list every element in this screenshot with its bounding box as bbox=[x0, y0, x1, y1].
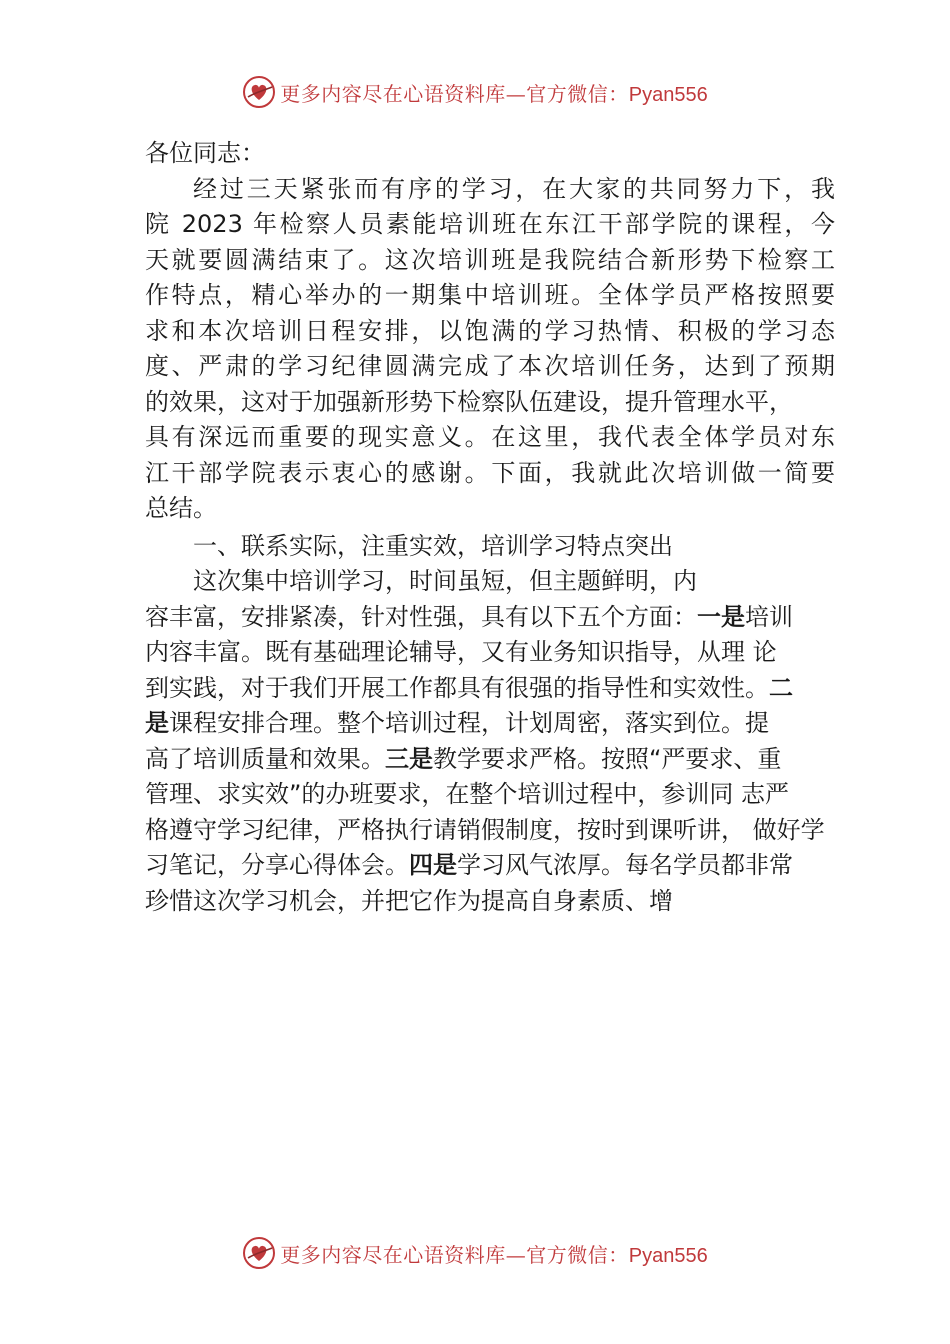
paragraph-line: 高了培训质量和效果。三是教学要求严格。按照“严要求、重 bbox=[145, 744, 782, 773]
paragraph-line: 的效果，这对于加强新形势下检察队伍建设，提升管理水平， bbox=[145, 387, 793, 416]
watermark-text: 更多内容尽在心语资料库—官方微信：Pyan556 bbox=[280, 1242, 708, 1267]
footer-watermark bbox=[0, 1233, 950, 1273]
salutation: 各位同志： bbox=[145, 139, 265, 167]
paragraph-line: 珍惜这次学习机会，并把它作为提高自身素质、增 bbox=[145, 886, 673, 915]
paragraph-line: 到实践，对于我们开展工作都具有很强的指导性和实效性。二 bbox=[145, 673, 793, 702]
paragraph-line: 是课程安排合理。整个培训过程，计划周密，落实到位。提 bbox=[145, 709, 769, 737]
paragraph-line: 总结。 bbox=[145, 494, 217, 522]
paragraph-line: 这次集中培训学习，时间虽短，但主题鲜明，内 bbox=[193, 567, 697, 595]
paragraph-line: 度、严肃的学习纪律圆满完成了本次培训任务，达到了预期 bbox=[145, 352, 835, 380]
paragraph-line: 管理、求实效”的办班要求，在整个培训过程中，参训同 志严 bbox=[145, 780, 790, 808]
paragraph-line: 江干部学院表示衷心的感谢。下面，我就此次培训做一简要 bbox=[145, 458, 835, 487]
paragraph-line: 经过三天紧张而有序的学习，在大家的共同努力下，我 bbox=[193, 174, 835, 203]
emphasis-two-part: 二 bbox=[769, 673, 793, 702]
document-body bbox=[145, 136, 835, 919]
watermark-text: 更多内容尽在心语资料库—官方微信：Pyan556 bbox=[280, 81, 708, 106]
red-heart-logo-icon bbox=[242, 75, 276, 109]
emphasis-four: 四是 bbox=[409, 851, 457, 879]
emphasis-two-part: 是 bbox=[145, 709, 169, 737]
paragraph-line: 作特点，精心举办的一期集中培训班。全体学员严格按照要 bbox=[145, 281, 835, 309]
section-heading: 一、联系实际，注重实效，培训学习特点突出 bbox=[193, 531, 673, 560]
emphasis-three: 三是 bbox=[385, 744, 433, 773]
paragraph-line: 格遵守学习纪律，严格执行请销假制度，按时到课听讲， 做好学 bbox=[145, 815, 825, 844]
red-heart-logo-icon bbox=[242, 1236, 276, 1270]
paragraph-line: 习笔记，分享心得体会。四是学习风气浓厚。每名学员都非常 bbox=[145, 851, 793, 879]
paragraph-line: 内容丰富。既有基础理论辅导，又有业务知识指导，从理 论 bbox=[145, 638, 777, 666]
paragraph-line: 天就要圆满结束了。这次培训班是我院结合新形势下检察工 bbox=[145, 245, 835, 274]
emphasis-one: 一是 bbox=[697, 602, 745, 631]
paragraph-line: 容丰富，安排紧凑，针对性强，具有以下五个方面：一是培训 bbox=[145, 602, 793, 631]
paragraph-line: 院 2023 年检察人员素能培训班在东江干部学院的课程，今 bbox=[145, 210, 835, 238]
paragraph-line: 具有深远而重要的现实意义。在这里，我代表全体学员对东 bbox=[145, 423, 835, 451]
header-watermark bbox=[0, 72, 950, 112]
paragraph-line: 求和本次培训日程安排，以饱满的学习热情、积极的学习态 bbox=[145, 316, 835, 345]
